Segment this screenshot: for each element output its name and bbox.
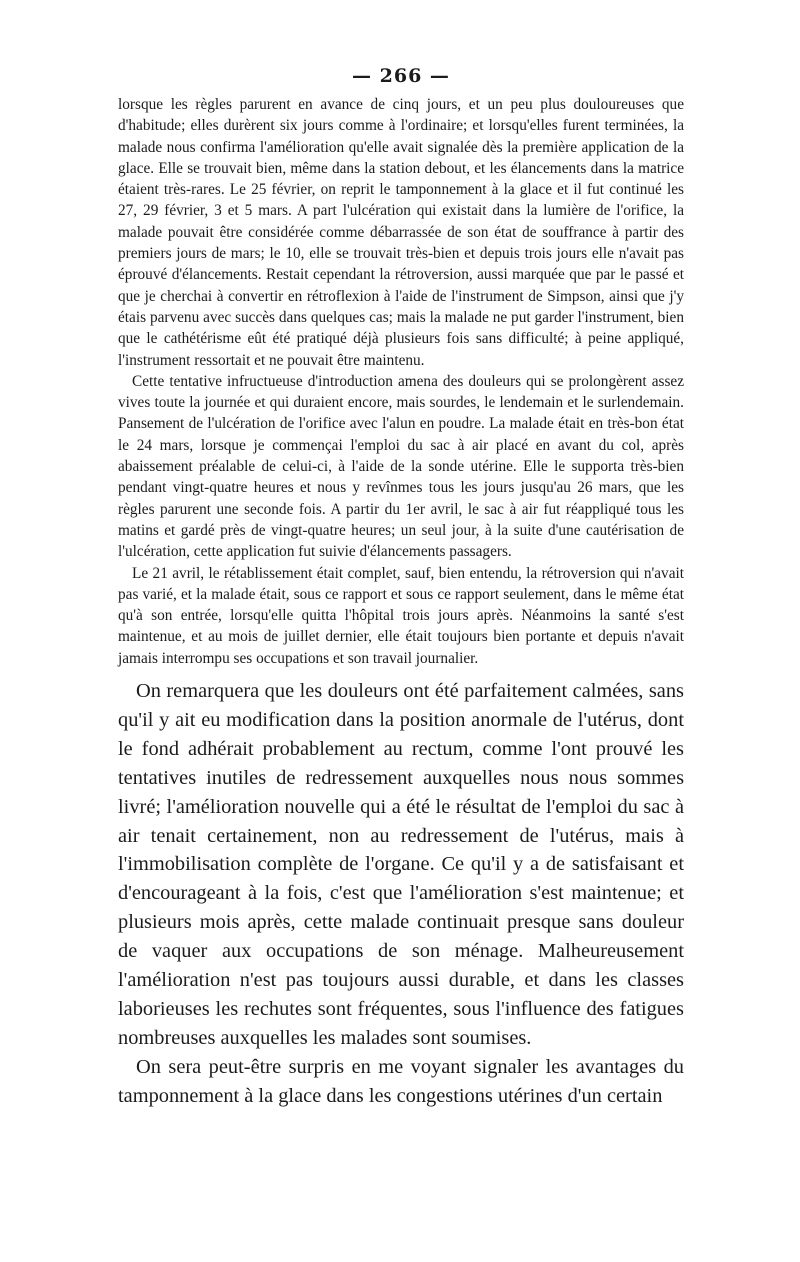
paragraph: Le 21 avril, le rétablissement était complet, sauf, bien entendu, la rétroversion qui n'avait pas varié, et la malade était, sous ce rapport et sous ce rapport seulement, dans le même état qu'à son entrée, lorsqu'elle quitta l'hôpital trois jours après. Néanmoins la santé s'est maintenue, et au mois de juillet dernier, elle était toujours bien portante et depuis n'avait jamais interrompu ses occupations et son travail journalier. — [118, 564, 684, 667]
book-page — [118, 62, 684, 1111]
paragraph: Cette tentative infructueuse d'introduction amena des douleurs qui se prolongèrent assez vives toute la journée et qui duraient encore, mais sourdes, le lendemain et le surlendemain. Pansement de l'ulcération de l'orifice avec l'alun en poudre. La malade était en très-bon état le 24 mars, lorsque je commençai l'emploi du sac à air placé en avant du col, après abaissement préalable de celui-ci, à l'aide de la sonde utérine. Elle le supporta très-bien pendant vingt-quatre heures et nous y revînmes tous les jours jusqu'au 26 mars, que les règles parurent une seconde fois. A partir du 1er avril, le sac à air fut réappliqué tous les matins et gardé près de vingt-quatre heures; un seul jour, à la suite d'une cautérisation de l'ulcération, cette application fut suivie d'élancements passagers. — [118, 372, 684, 561]
paragraph: On sera peut-être surpris en me voyant signaler les avantages du tamponnement à la glace dans les congestions utérines d'un certain — [118, 1055, 684, 1107]
case-report-text — [118, 94, 684, 669]
commentary-text — [118, 677, 684, 1111]
paragraph: On remarquera que les douleurs ont été parfaitement calmées, sans qu'il y ait eu modification dans la position anormale de l'utérus, dont le fond adhérait probablement au rectum, comme l'ont prouvé les tentatives inutiles de redressement auxquelles nous nous sommes livré; l'amélioration nouvelle qui a été le résultat de l'emploi du sac à air tenait certainement, non au redressement de l'utérus, mais à l'immobilisation complète de l'organe. Ce qu'il y a de satisfaisant et d'encourageant à la fois, c'est que l'amélioration s'est maintenue; et plusieurs mois après, cette malade continuait presque sans douleur de vaquer aux occupations de son ménage. Malheureusement l'amélioration n'est pas toujours aussi durable, et dans les classes laborieuses les rechutes sont fréquentes, sous l'influence des fatigues nombreuses auxquelles les malades sont soumises. — [118, 680, 684, 1049]
page-number: — 266 — — [352, 65, 450, 87]
paragraph: lorsque les règles parurent en avance de cinq jours, et un peu plus douloureuses que d'habitude; elles durèrent six jours comme à l'ordinaire; et lorsqu'elles furent terminées, la malade nous confirma l'amélioration qu'elle avait signalée dès la première application de la glace. Elle se trouvait bien, même dans la station debout, et les élancements dans la matrice étaient très-rares. Le 25 février, on reprit le tamponnement à la glace et il fut continué les 27, 29 février, 3 et 5 mars. A part l'ulcération qui existait dans la lumière de l'orifice, la malade pouvait être considérée comme débarrassée de son état de souffrance à partir des premiers jours de mars; le 10, elle se trouvait très-bien et depuis trois jours elle n'avait pas éprouvé d'élancements. Restait cependant la rétroversion, aussi marquée que par le passé et que je cherchai à convertir en rétroflexion à l'aide de l'instrument de Simpson, ainsi que j'y étais parvenu avec succès dans quelques cas; mais la malade ne put garder l'instrument, bien que le cathétérisme eût été pratiqué déjà plusieurs fois sans difficulté; à peine appliqué, l'instrument ressortait et ne pouvait être maintenu. — [118, 96, 684, 369]
